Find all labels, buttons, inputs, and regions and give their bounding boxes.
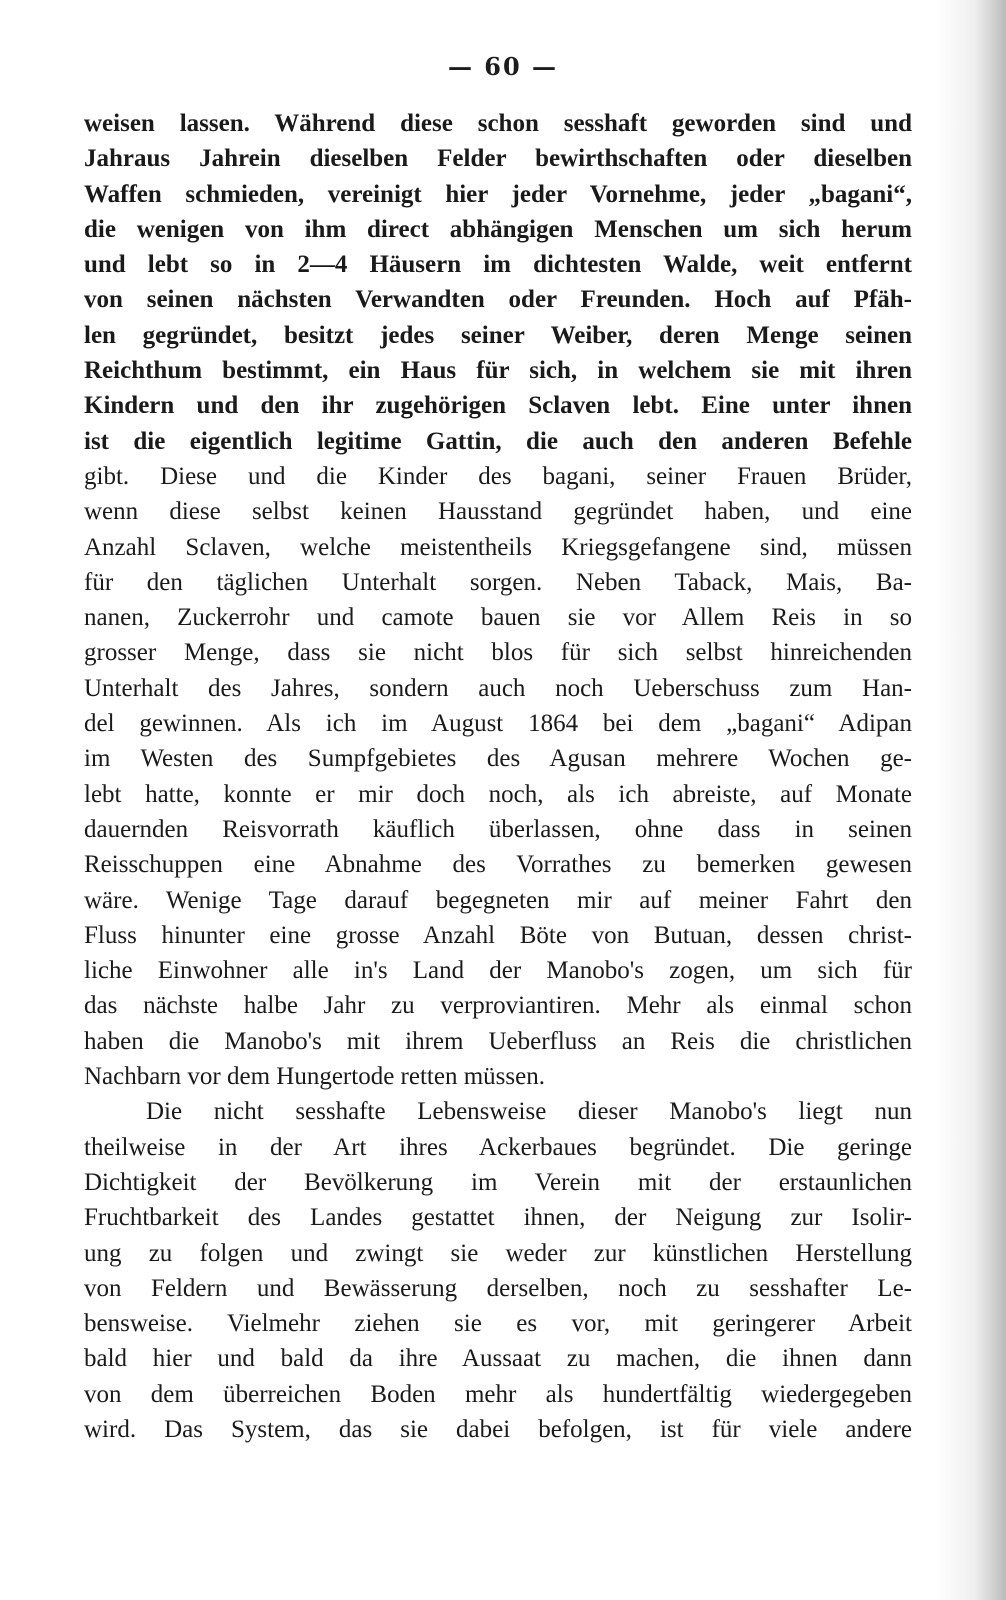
text-line: Nachbarn vor dem Hungertode retten müssen. [84, 1063, 545, 1091]
text-line: del gewinnen. Als ich im August 1864 bei dem „bagani“ Adipan [84, 710, 912, 738]
text-line: wenn diese selbst keinen Hausstand gegründet haben, und eine [84, 498, 912, 526]
text-line: wird. Das System, das sie dabei befolgen, ist für viele andere [84, 1415, 912, 1443]
text-line: ist die eigentlich legitime Gattin, die auch den anderen Befehle [84, 427, 912, 455]
text-line: Fruchtbarkeit des Landes gestattet ihnen, der Neigung zur Isolir- [84, 1204, 912, 1232]
text-line: ung zu folgen und zwingt sie weder zur künstlichen Herstellung [84, 1239, 912, 1267]
text-line: lebt hatte, konnte er mir doch noch, als ich abreiste, auf Monate [84, 780, 912, 808]
body-text [84, 106, 912, 1447]
text-line: Jahraus Jahrein dieselben Felder bewirthschaften oder dieselben [84, 145, 912, 173]
text-line: für den täglichen Unterhalt sorgen. Neben Taback, Mais, Ba- [84, 568, 912, 596]
text-line: Die nicht sesshafte Lebensweise dieser Manobo's liegt nun [146, 1098, 912, 1126]
text-line: dauernden Reisvorrath käuflich überlassen, ohne dass in seinen [84, 815, 912, 843]
text-line: im Westen des Sumpfgebietes des Agusan mehrere Wochen ge- [84, 745, 912, 773]
text-line: bensweise. Vielmehr ziehen sie es vor, mit geringerer Arbeit [84, 1310, 912, 1338]
text-line: Unterhalt des Jahres, sondern auch noch Ueberschuss zum Han- [84, 674, 912, 702]
text-line: Reisschuppen eine Abnahme des Vorrathes zu bemerken gewesen [84, 851, 912, 879]
text-line: liche Einwohner alle in's Land der Manobo's zogen, um sich für [84, 957, 912, 985]
text-line: Reichthum bestimmt, ein Haus für sich, in welchem sie mit ihren [84, 357, 912, 385]
text-line: Waffen schmieden, vereinigt hier jeder Vornehme, jeder „bagani“, [84, 180, 912, 208]
page-edge-shadow [936, 0, 1006, 1600]
text-line: gibt. Diese und die Kinder des bagani, seiner Frauen Brüder, [84, 462, 912, 490]
text-line: nanen, Zuckerrohr und camote bauen sie vor Allem Reis in so [84, 604, 912, 632]
page-number: — 60 — [447, 52, 559, 81]
text-line: von seinen nächsten Verwandten oder Freunden. Hoch auf Pfäh- [84, 286, 912, 314]
text-line: und lebt so in 2—4 Häusern im dichtesten Walde, weit entfernt [84, 251, 912, 279]
text-line: die wenigen von ihm direct abhängigen Menschen um sich herum [84, 215, 912, 243]
text-line: grosser Menge, dass sie nicht blos für sich selbst hinreichenden [84, 639, 912, 667]
text-line: len gegründet, besitzt jedes seiner Weiber, deren Menge seinen [84, 321, 912, 349]
text-line: Kindern und den ihr zugehörigen Sclaven lebt. Eine unter ihnen [84, 392, 912, 420]
text-line: bald hier und bald da ihre Aussaat zu machen, die ihnen dann [84, 1345, 912, 1373]
text-line: theilweise in der Art ihres Ackerbaues begründet. Die geringe [84, 1133, 912, 1161]
text-line: Fluss hinunter eine grosse Anzahl Böte von Butuan, dessen christ- [84, 921, 912, 949]
text-line: haben die Manobo's mit ihrem Ueberfluss an Reis die christlichen [84, 1027, 912, 1055]
text-line: wäre. Wenige Tage darauf begegneten mir auf meiner Fahrt den [84, 886, 912, 914]
text-line: Anzahl Sclaven, welche meistentheils Kriegsgefangene sind, müssen [84, 533, 912, 561]
text-line: das nächste halbe Jahr zu verproviantiren. Mehr als einmal schon [84, 992, 912, 1020]
text-line: von dem überreichen Boden mehr als hundertfältig wiedergegeben [84, 1380, 912, 1408]
text-line: von Feldern und Bewässerung derselben, noch zu sesshafter Le- [84, 1274, 912, 1302]
text-line: weisen lassen. Während diese schon sesshaft geworden sind und [84, 110, 912, 137]
text-line: Dichtigkeit der Bevölkerung im Verein mit der erstaunlichen [84, 1168, 912, 1196]
